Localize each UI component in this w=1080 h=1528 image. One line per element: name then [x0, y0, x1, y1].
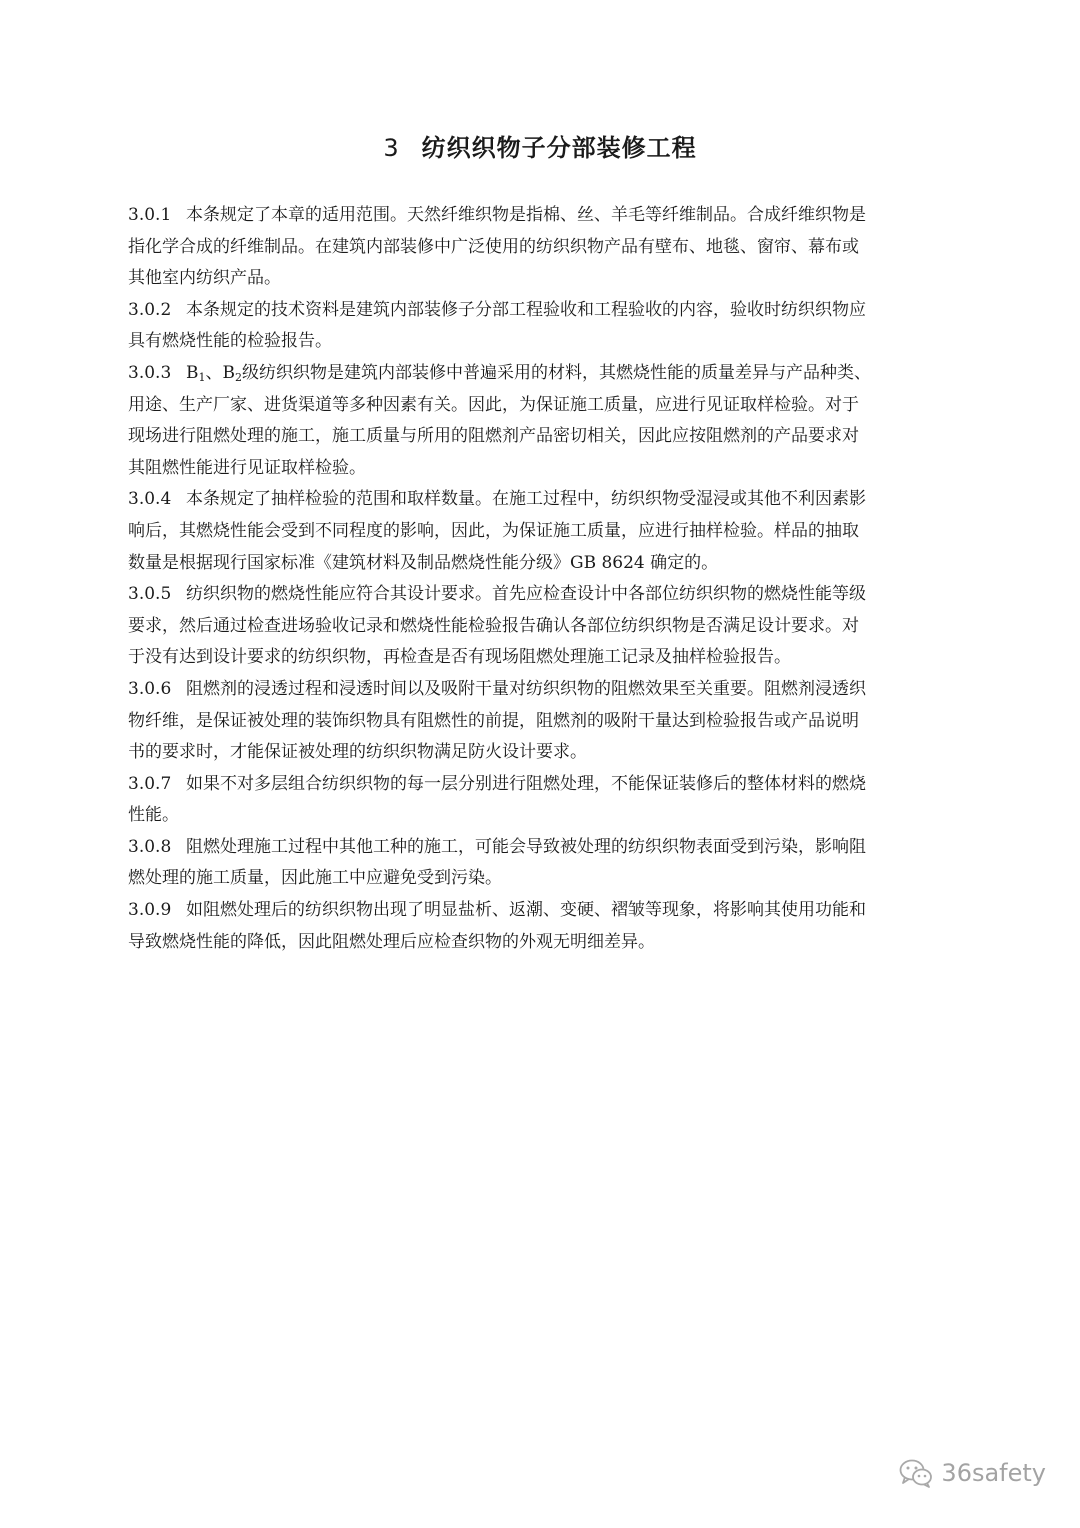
clause-number: 3.0.2: [128, 299, 172, 320]
grade-b2: B: [222, 362, 235, 383]
clause-number: 3.0.9: [128, 900, 172, 921]
clause-number: 3.0.1: [128, 205, 172, 225]
clause-text-line: 用途、生产厂家、进货渠道等多种因素有关。因此，为保证施工质量，应进行见证取样检验。对于: [128, 394, 859, 415]
clause-3-0-5: [128, 579, 954, 674]
clause-text-line: 于没有达到设计要求的纺织织物，再检查是否有现场阻燃处理施工记录及抽样检验报告。: [128, 647, 791, 668]
clause-text-line: 本条规定的技术资料是建筑内部装修子分部工程验收和工程验收的内容，验收时纺织织物应: [186, 299, 866, 320]
clause-text-line: 阻燃剂的浸透过程和浸透时间以及吸附干量对纺织织物的阻燃效果至关重要。阻燃剂浸透织: [186, 678, 866, 699]
grade-b2-subscript: 2: [235, 370, 242, 384]
clause-text-line: 性能。: [128, 805, 179, 826]
clause-number: 3.0.3: [128, 362, 172, 383]
clause-text-line: 本条规定了本章的适用范围。天然纤维织物是指棉、丝、羊毛等纤维制品。合成纤维织物是: [186, 205, 866, 225]
clause-3-0-2: [128, 295, 954, 358]
clause-3-0-6: [128, 674, 954, 769]
clause-text-line: 纺织织物的燃烧性能应符合其设计要求。首先应检查设计中各部位纺织织物的燃烧性能等级: [186, 584, 866, 605]
clause-text-line: 本条规定了抽样检验的范围和取样数量。在施工过程中，纺织织物受湿浸或其他不利因素影: [186, 489, 866, 510]
clause-text-line: 导致燃烧性能的降低，因此阻燃处理后应检查织物的外观无明细差异。: [128, 931, 655, 952]
clause-3-0-7: [128, 769, 954, 832]
clause-text-line: 如阻燃处理后的纺织织物出现了明显盐析、返潮、变硬、褶皱等现象，将影响其使用功能和: [186, 900, 866, 921]
clause-text-line: 数量是根据现行国家标准《建筑材料及制品燃烧性能分级》GB 8624 确定的。: [128, 552, 719, 573]
watermark: [899, 1458, 1046, 1488]
chapter-title: [0, 130, 1080, 166]
clause-text-line: 其阻燃性能进行见证取样检验。: [128, 457, 366, 478]
clause-text-line: 级纺织织物是建筑内部装修中普遍采用的材料，其燃烧性能的质量差异与产品种类、: [242, 362, 871, 383]
clause-text-line: 要求，然后通过检查进场验收记录和燃烧性能检验报告确认各部位纺织织物是否满足设计要求。对: [128, 615, 859, 636]
clause-text-line: 书的要求时，才能保证被处理的纺织织物满足防火设计要求。: [128, 742, 587, 763]
clause-text-line: 燃处理的施工质量，因此施工中应避免受到污染。: [128, 868, 502, 889]
clause-3-0-3: [128, 358, 954, 484]
clause-number: 3.0.7: [128, 773, 172, 794]
clause-text-line: 现场进行阻燃处理的施工，施工质量与所用的阻燃剂产品密切相关，因此应按阻燃剂的产品要求对: [128, 426, 859, 447]
clause-text-line: 阻燃处理施工过程中其他工种的施工，可能会导致被处理的纺织织物表面受到污染，影响阻: [186, 836, 866, 857]
clause-text-line: 具有燃烧性能的检验报告。: [128, 331, 332, 352]
chapter-title-text: 纺织织物子分部装修工程: [421, 134, 697, 162]
chapter-number: 3: [383, 134, 400, 162]
clause-text-line: 指化学合成的纤维制品。在建筑内部装修中广泛使用的纺织织物产品有壁布、地毯、窗帘、幕布或: [128, 236, 859, 257]
grade-b1: B: [186, 362, 199, 383]
grade-b1-subscript: 1: [198, 370, 206, 384]
clause-3-0-9: [128, 895, 954, 958]
clause-text-line: 其他室内纺织产品。: [128, 268, 281, 289]
clause-number: 3.0.4: [128, 489, 172, 510]
clause-number: 3.0.6: [128, 678, 172, 699]
wechat-icon: [899, 1458, 933, 1488]
clause-text-line: 如果不对多层组合纺织织物的每一层分别进行阻燃处理，不能保证装修后的整体材料的燃烧: [186, 773, 866, 794]
clause-3-0-8: [128, 832, 954, 895]
grade-separator: 、: [205, 362, 223, 383]
clause-number: 3.0.8: [128, 836, 172, 857]
clause-text-line: 物纤维，是保证被处理的装饰织物具有阻燃性的前提，阻燃剂的吸附干量达到检验报告或产品说明: [128, 710, 859, 731]
clause-number: 3.0.5: [128, 584, 172, 605]
watermark-text: 36safety: [941, 1459, 1046, 1487]
clause-3-0-1: [128, 200, 954, 295]
document-body: [128, 200, 954, 958]
clause-3-0-4: [128, 484, 954, 579]
clause-text-line: 响后，其燃烧性能会受到不同程度的影响，因此，为保证施工质量，应进行抽样检验。样品的抽取: [128, 520, 859, 541]
